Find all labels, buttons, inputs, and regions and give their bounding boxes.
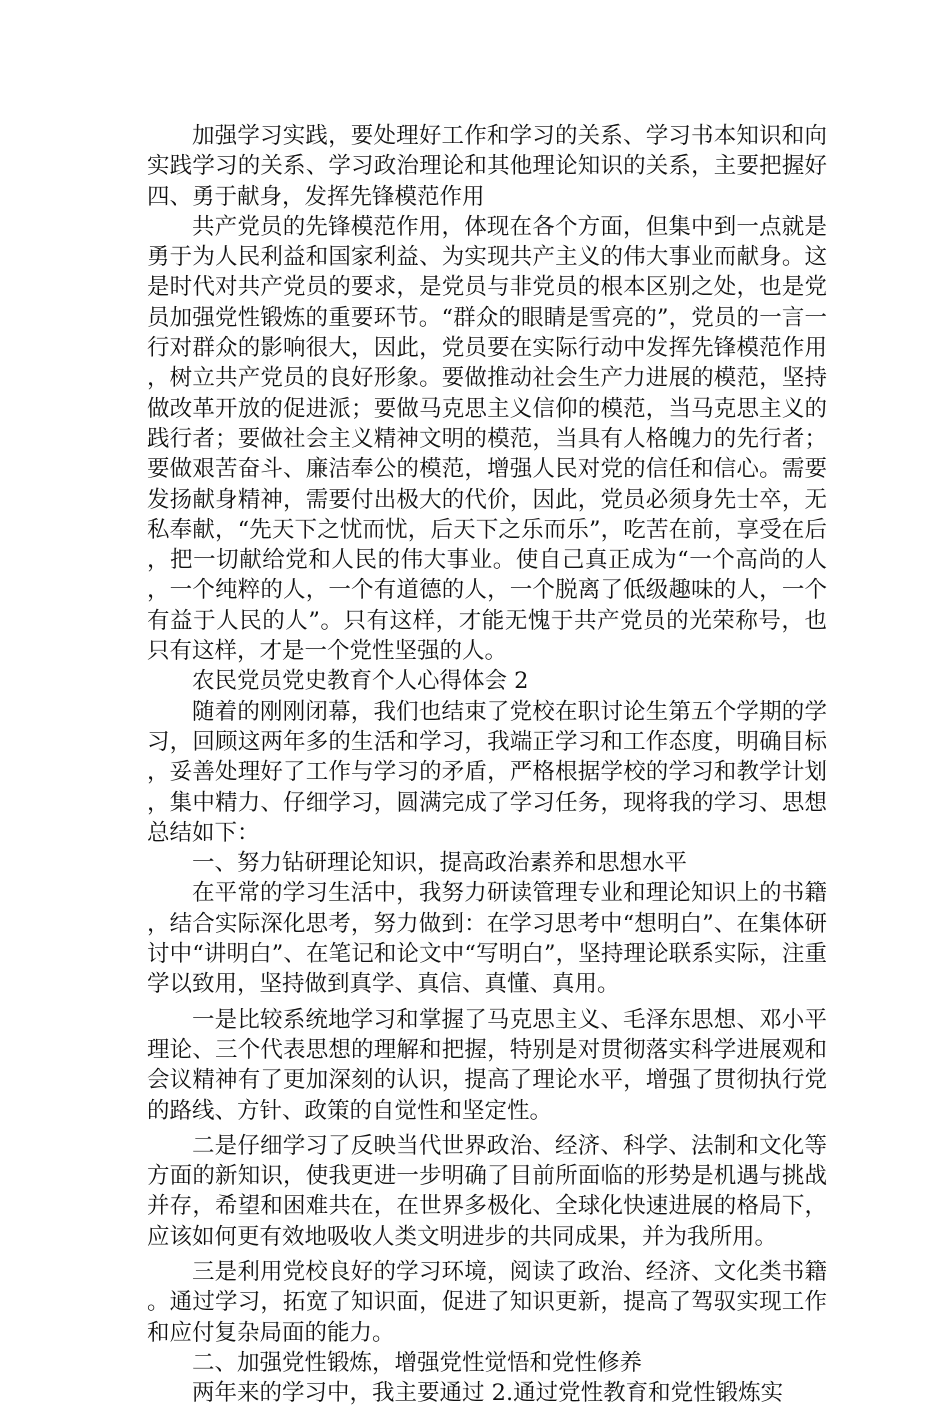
paragraph-study-summary: 随着的刚刚闭幕，我们也结束了党校在职讨论生第五个学期的学习，回顾这两年多的生活和学习，我端正学习和工作态度，明确目标，妥善处理好了工作与学习的矛盾，严格根据学校的学习和教学计划，集中精力、仔细学习，圆满完成了学习任务，现将我的学习、思想总结如下： — [147, 698, 827, 846]
heading-theory-study: 一、努力钻研理论知识，提高政治素养和思想水平 — [192, 850, 688, 877]
document-page — [147, 121, 827, 1408]
paragraph-point-two: 二是仔细学习了反映当代世界政治、经济、科学、法制和文化等方面的新知识，使我更进一步明确了目前所面临的形势是机遇与挑战并存，希望和困难共在，在世界多极化、全球化快速进展的格局下，应该如何更有效地吸收人类文明进步的共同成果，并为我所用。 — [147, 1132, 827, 1250]
paragraph-two-years: 两年来的学习中，我主要通过 2.通过党性教育和党性锻炼实 — [192, 1380, 784, 1407]
paragraph-practice: 加强学习实践，要处理好工作和学习的关系、学习书本知识和向实践学习的关系、学习政治理论和其他理论知识的关系，主要把握好四、勇于献身，发挥先锋模范作用 — [147, 123, 827, 210]
paragraph-vanguard-role: 共产党员的先锋模范作用，体现在各个方面，但集中到一点就是勇于为人民利益和国家利益、为实现共产主义的伟大事业而献身。这是时代对共产党员的要求，是党员与非党员的根本区别之处，也是党员加强党性锻炼的重要环节。“群众的眼睛是雪亮的”，党员的一言一行对群众的影响很大，因此，党员要在实际行动中发挥先锋模范作用，树立共产党员的良好形象。要做推动社会生产力进展的模范，坚持做改革开放的促进派；要做马克思主义信仰的模范，当马克思主义的践行者；要做社会主义精神文明的模范，当具有人格魄力的先行者；要做艰苦奋斗、廉洁奉公的模范，增强人民对党的信任和信心。需要发扬献身精神，需要付出极大的代价，因此，党员必须身先士卒，无私奉献，“先天下之忧而忧，后天下之乐而乐”，吃苦在前，享受在后，把一切献给党和人民的伟大事业。使自己真正成为“一个高尚的人，一个纯粹的人，一个有道德的人，一个脱离了低级趣味的人，一个有益于人民的人”。只有这样，才能无愧于共产党员的光荣称号，也只有这样，才是一个党性坚强的人。 — [147, 213, 827, 665]
paragraph-daily-study: 在平常的学习生活中，我努力研读管理专业和理论知识上的书籍，结合实际深化思考，努力做到：在学习思考中“想明白”、在集体研讨中“讲明白”、在笔记和论文中“写明白”，坚持理论联系实际，注重学以致用，坚持做到真学、真信、真懂、真用。 — [147, 880, 827, 998]
paragraph-point-three: 三是利用党校良好的学习环境，阅读了政治、经济、文化类书籍。通过学习，拓宽了知识面，促进了知识更新，提高了驾驭实现工作和应付复杂局面的能力。 — [147, 1258, 827, 1346]
paragraph-point-one: 一是比较系统地学习和掌握了马克思主义、毛泽东思想、邓小平理论、三个代表思想的理解和把握，特别是对贯彻落实科学进展观和会议精神有了更加深刻的认识，提高了理论水平，增强了贯彻执行党的路线、方针、政策的自觉性和坚定性。 — [147, 1006, 827, 1124]
section-title-experience-2: 农民党员党史教育个人心得体会 2 — [192, 668, 529, 695]
heading-party-spirit: 二、加强党性锻炼，增强党性觉悟和党性修养 — [192, 1349, 643, 1376]
